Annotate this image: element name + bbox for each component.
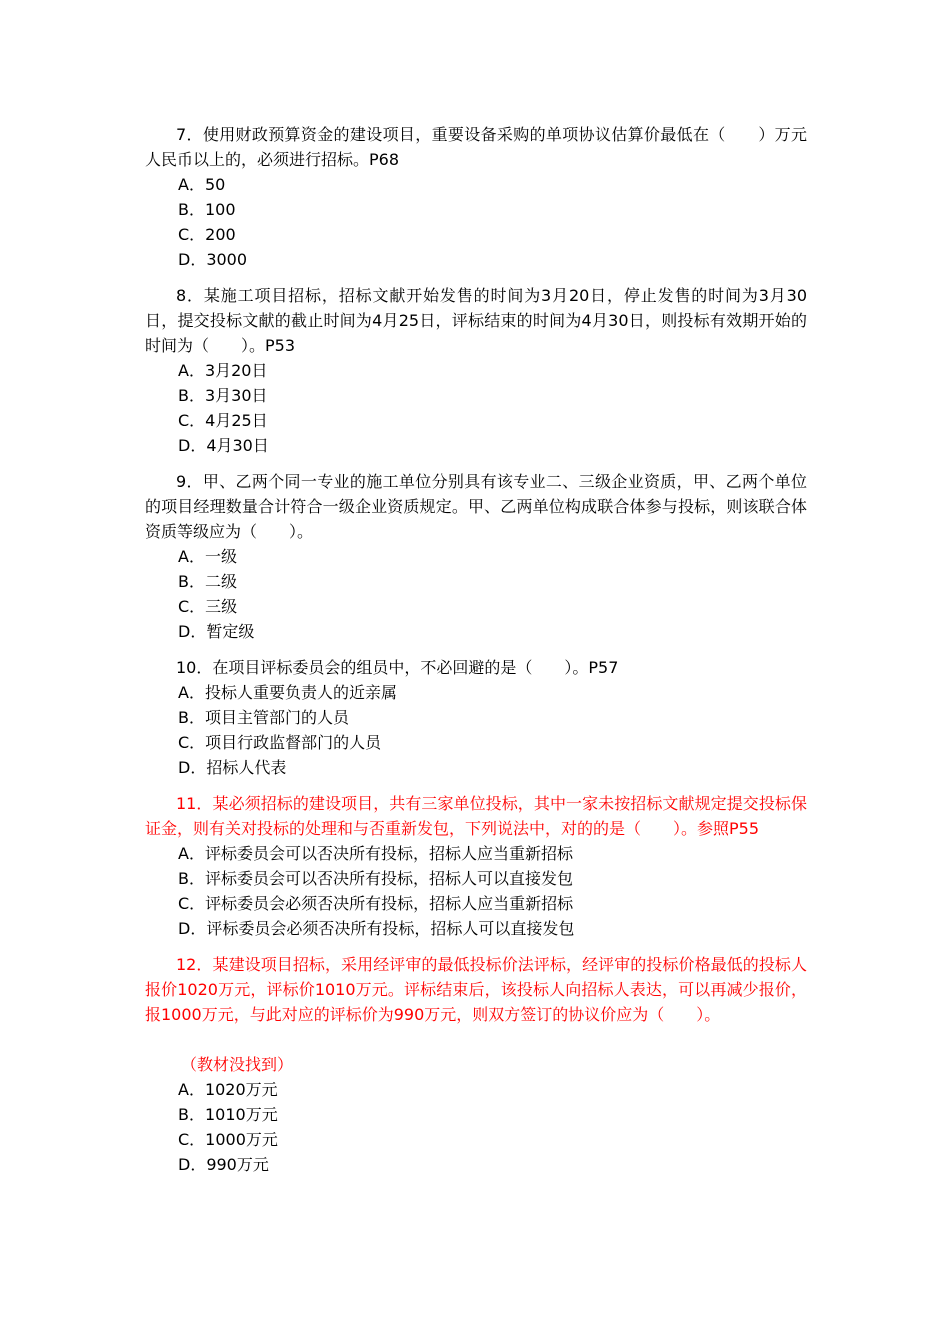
option-b: B．3月30日 <box>178 386 268 405</box>
option-b: B．项目主管部门的人员 <box>178 708 349 727</box>
option-a: A．3月20日 <box>178 361 268 380</box>
option-d: D．评标委员会必须否决所有投标，招标人可以直接发包 <box>178 919 575 938</box>
question-12: 12．某建设项目招标，采用经评审的最低投标价法评标，经评审的投标价格最低的投标人报价1020万元，评标价1010万元。评标结束后，该投标人向招标人表达，可以再减少报价，报1000万元，与此对应的评标价为990万元，则双方签订的协议价应为（ ）。 <box>145 955 807 1024</box>
document-content <box>145 122 807 1177</box>
question-10: 10．在项目评标委员会的组员中，不必回避的是（ ）。P57 <box>176 658 619 677</box>
option-d: D．4月30日 <box>178 436 269 455</box>
option-b: B．1010万元 <box>178 1105 278 1124</box>
option-c: C．项目行政监督部门的人员 <box>178 733 382 752</box>
option-a: A．评标委员会可以否决所有投标，招标人应当重新招标 <box>178 844 573 863</box>
question-7: 7．使用财政预算资金的建设项目，重要设备采购的单项协议估算价最低在（ ）万元人民币以上的，必须进行招标。P68 <box>145 125 807 169</box>
option-a: A．1020万元 <box>178 1080 278 1099</box>
option-c: C．三级 <box>178 597 238 616</box>
option-c: C．评标委员会必须否决所有投标，招标人应当重新招标 <box>178 894 574 913</box>
option-d: D．990万元 <box>178 1155 269 1174</box>
option-a: A．投标人重要负责人的近亲属 <box>178 683 397 702</box>
question-7-options <box>178 172 807 272</box>
option-d: D．暂定级 <box>178 622 255 641</box>
option-a: A．50 <box>178 175 226 194</box>
option-b: B．100 <box>178 200 236 219</box>
question-12-note: （教材没找到） <box>181 1055 294 1074</box>
question-9-options <box>178 544 807 644</box>
option-d: D．招标人代表 <box>178 758 287 777</box>
question-11-options <box>178 841 807 941</box>
option-c: C．4月25日 <box>178 411 268 430</box>
question-8-options <box>178 358 807 458</box>
option-c: C．200 <box>178 225 236 244</box>
question-8: 8．某施工项目招标，招标文献开始发售的时间为3月20日，停止发售的时间为3月30日，提交投标文献的截止时间为4月25日，评标结束的时间为4月30日，则投标有效期开始的时间为（ ）。P53 <box>145 286 807 355</box>
question-12-options <box>178 1077 807 1177</box>
option-c: C．1000万元 <box>178 1130 278 1149</box>
question-10-options <box>178 680 807 780</box>
option-b: B．评标委员会可以否决所有投标，招标人可以直接发包 <box>178 869 573 888</box>
option-b: B．二级 <box>178 572 237 591</box>
question-9: 9．甲、乙两个同一专业的施工单位分别具有该专业二、三级企业资质，甲、乙两个单位的项目经理数量合计符合一级企业资质规定。甲、乙两单位构成联合体参与投标，则该联合体资质等级应为（ ）。 <box>145 472 807 541</box>
question-11: 11．某必须招标的建设项目，共有三家单位投标，其中一家未按招标文献规定提交投标保证金，则有关对投标的处理和与否重新发包，下列说法中，对的的是（ ）。参照P55 <box>145 794 807 838</box>
option-d: D．3000 <box>178 250 248 269</box>
option-a: A．一级 <box>178 547 237 566</box>
